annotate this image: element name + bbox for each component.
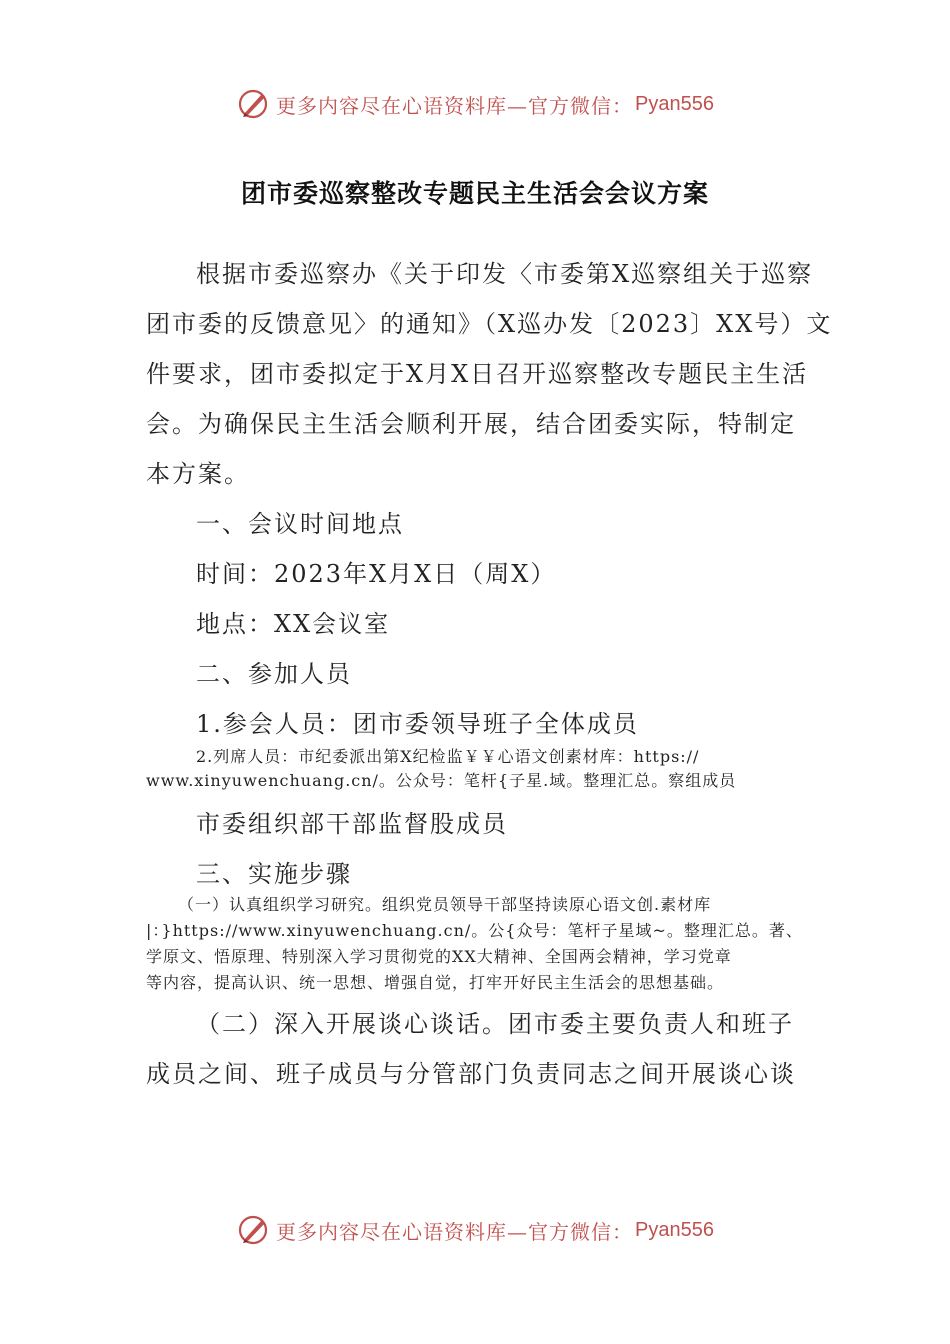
nonvoting-line-2: www.xinyuwenchuang.cn/。公众号：笔杆{子星.域。整理汇总。察组成员 xyxy=(146,771,737,790)
nonvoting-tail: 市委组织部干部监督股成员 xyxy=(196,810,508,838)
step1-line-4: 等内容，提高认识、统一思想、增强自觉，打牢开好民主生活会的思想基础。 xyxy=(146,973,725,992)
meeting-time: 时间：2023年X月X日（周X） xyxy=(196,560,557,588)
document-title: 团市委巡察整改专题民主生活会会议方案 xyxy=(240,179,709,208)
step2-line-2: 成员之间、班子成员与分管部门负责同志之间开展谈心谈 xyxy=(146,1060,796,1088)
section3-heading: 三、实施步骤 xyxy=(196,860,352,888)
section2-heading: 二、参加人员 xyxy=(196,660,352,688)
banner-wechat-id: Pyan556 xyxy=(635,92,714,115)
step1-line-3: 学原文、悟原理、特别深入学习贯彻党的XX大精神、全国两会精神，学习党章 xyxy=(146,947,732,966)
step1-line-1: （一）认真组织学习研究。组织党员领导干部坚持读原心语文创.素材库 xyxy=(178,895,712,914)
banner-text: 更多内容尽在心语资料库—官方微信： xyxy=(276,93,634,118)
attendees-line: 1.参会人员：团市委领导班子全体成员 xyxy=(196,710,639,738)
step1-line-2: |：}https://www.xinyuwenchuang.cn/。公{众号：笔杆子星域~。整理汇总。著、 xyxy=(146,921,803,940)
intro-line-4: 会。为确保民主生活会顺利开展，结合团委实际，特制定 xyxy=(146,410,796,438)
intro-line-5: 本方案。 xyxy=(146,460,250,488)
nonvoting-line-1: 2.列席人员：市纪委派出第X纪检监￥￥心语文创素材库：https:// xyxy=(196,747,700,766)
watermark-banner-top xyxy=(0,82,950,126)
meeting-place: 地点：XX会议室 xyxy=(196,610,391,638)
section1-heading: 一、会议时间地点 xyxy=(196,510,404,538)
pen-circle-logo-icon xyxy=(236,86,272,122)
intro-line-2: 团市委的反馈意见〉的通知》（X巡办发〔2023〕XX号）文 xyxy=(146,310,833,338)
step2-line-1: （二）深入开展谈心谈话。团市委主要负责人和班子 xyxy=(196,1010,794,1038)
banner-wechat-id: Pyan556 xyxy=(635,1218,714,1241)
pen-circle-logo-icon xyxy=(236,1212,272,1248)
intro-line-3: 件要求，团市委拟定于X月X日召开巡察整改专题民主生活 xyxy=(146,360,809,388)
watermark-banner-bottom xyxy=(0,1208,950,1252)
intro-line-1: 根据市委巡察办《关于印发〈市委第X巡察组关于巡察 xyxy=(196,260,814,288)
banner-text: 更多内容尽在心语资料库—官方微信： xyxy=(276,1219,634,1244)
